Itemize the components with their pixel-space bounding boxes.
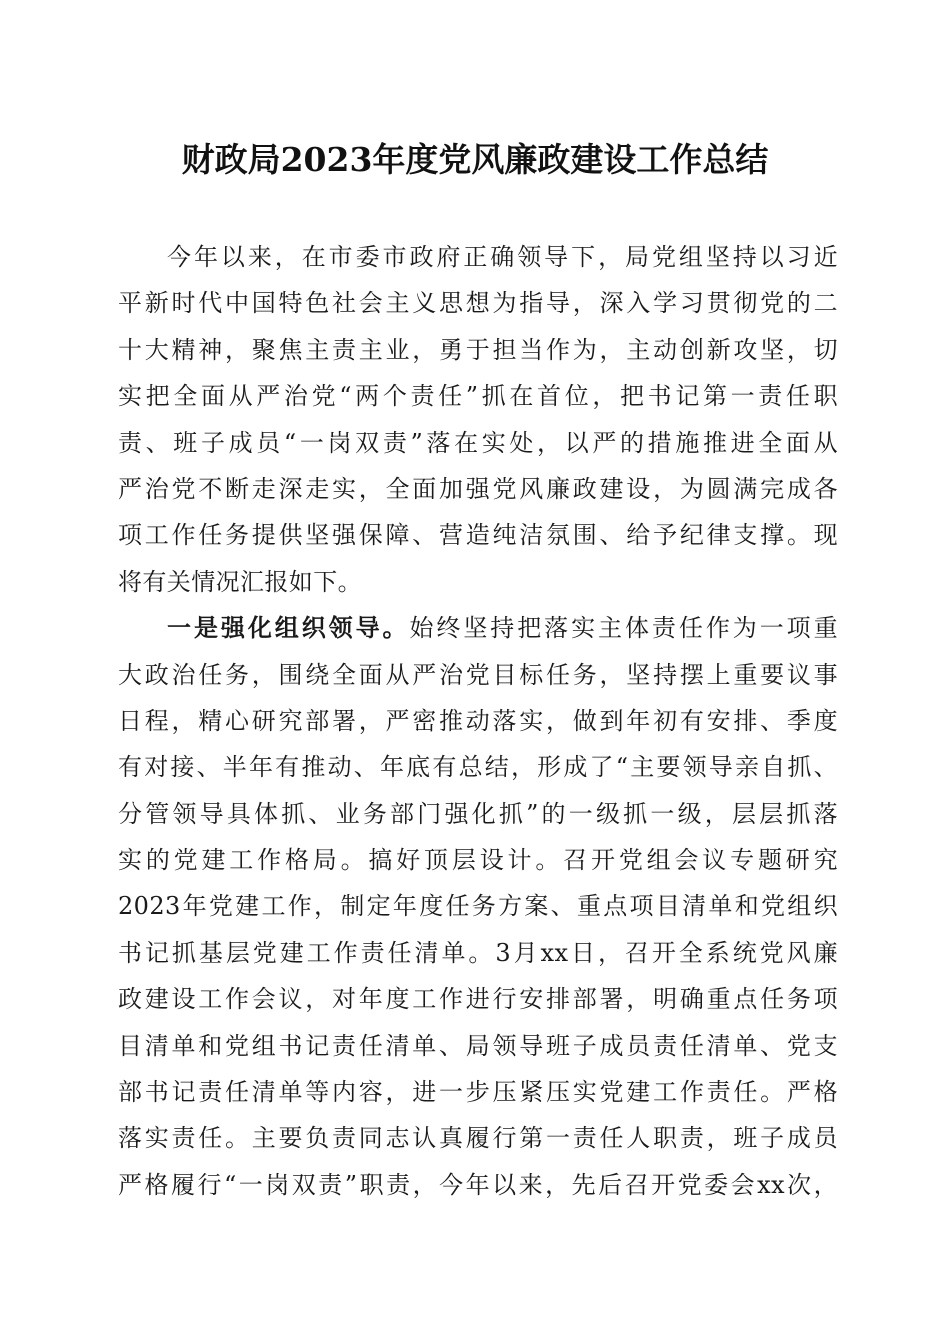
paragraph-line: 实把全面从严治党“两个责任”抓在首位，把书记第一责任职 — [118, 382, 838, 411]
paragraph-line: 严格履行“一岗双责”职责，今年以来，先后召开党委会xx次， — [118, 1170, 838, 1199]
paragraph-line: 日程，精心研究部署，严密推动落实，做到年初有安排、季度 — [118, 706, 838, 735]
paragraph-line: 将有关情况汇报如下。 — [118, 567, 362, 596]
paragraph-line: 十大精神，聚焦主责主业，勇于担当作为，主动创新攻坚，切 — [118, 335, 838, 364]
paragraph-line: 目清单和党组书记责任清单、局领导班子成员责任清单、党支 — [118, 1031, 838, 1060]
paragraph-line: 2023年党建工作，制定年度任务方案、重点项目清单和党组织 — [118, 892, 838, 921]
paragraph-organization — [118, 605, 838, 1208]
document-body — [118, 234, 838, 1208]
document-title: 财政局2023年度党风廉政建设工作总结 — [181, 140, 769, 179]
paragraph-line: 平新时代中国特色社会主义思想为指导，深入学习贯彻党的二 — [118, 289, 838, 318]
paragraph-line: 落实责任。主要负责同志认真履行第一责任人职责，班子成员 — [118, 1124, 838, 1153]
paragraph-line: 责、班子成员“一岗双责”落在实处，以严的措施推进全面从 — [118, 428, 838, 457]
paragraph-line: 部书记责任清单等内容，进一步压紧压实党建工作责任。严格 — [118, 1078, 838, 1107]
paragraph-lead-rest: 始终坚持把落实主体责任作为一项重 — [409, 614, 838, 643]
paragraph-intro — [118, 234, 838, 605]
paragraph-line: 项工作任务提供坚强保障、营造纯洁氛围、给予纪律支撑。现 — [118, 521, 838, 550]
paragraph-lead: 一是强化组织领导。 — [167, 613, 410, 643]
paragraph-line: 大政治任务，围绕全面从严治党目标任务，坚持摆上重要议事 — [118, 660, 838, 689]
paragraph-line: 分管领导具体抓、业务部门强化抓”的一级抓一级，层层抓落 — [118, 799, 838, 828]
paragraph-line: 严治党不断走深走实，全面加强党风廉政建设，为圆满完成各 — [118, 474, 838, 503]
paragraph-line: 政建设工作会议，对年度工作进行安排部署，明确重点任务项 — [118, 985, 838, 1014]
paragraph-first-line — [118, 605, 838, 651]
paragraph-line: 实的党建工作格局。搞好顶层设计。召开党组会议专题研究 — [118, 846, 838, 875]
paragraph-line: 有对接、半年有推动、年底有总结，形成了“主要领导亲自抓、 — [118, 753, 838, 782]
paragraph-line: 书记抓基层党建工作责任清单。3月xx日，召开全系统党风廉 — [118, 938, 838, 967]
paragraph-line: 今年以来，在市委市政府正确领导下，局党组坚持以习近 — [167, 243, 838, 271]
